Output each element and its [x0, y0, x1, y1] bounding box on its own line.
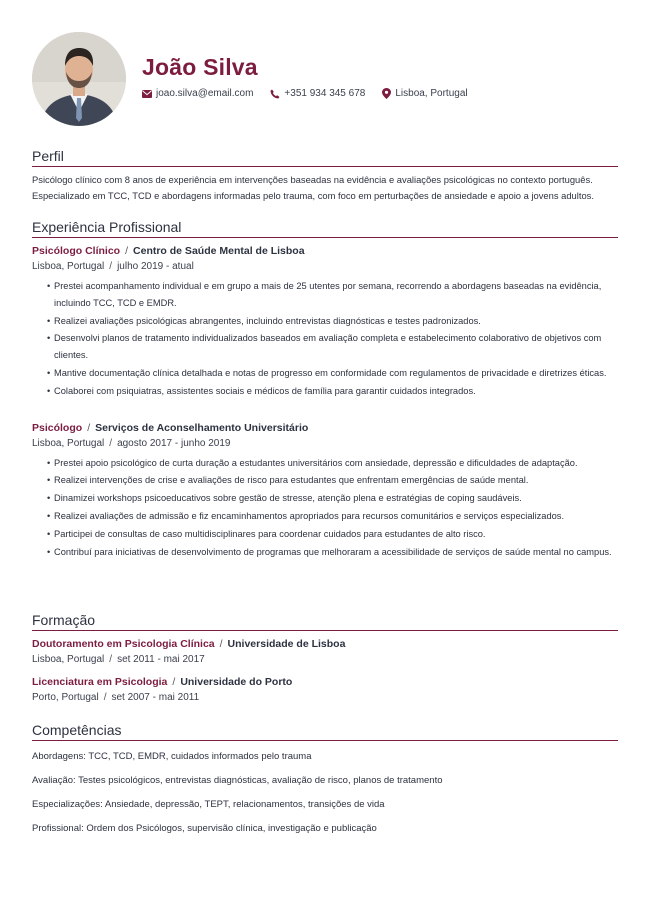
bullet-item: • Contribuí para iniciativas de desenvolvimento de programas que melhoraram a acessibilidade de serviços de saúde mental no campus.: [48, 544, 618, 561]
skills-title: Competências: [32, 722, 618, 741]
bullet-item: • Prestei apoio psicológico de curta duração a estudantes universitários com ansiedade, depressão e dificuldades de adaptação.: [48, 455, 618, 472]
separator: /: [109, 261, 113, 272]
job-dates: julho 2019 - atual: [117, 261, 194, 272]
skill-line: Abordagens: TCC, TCD, EMDR, cuidados informados pelo trauma: [32, 751, 312, 762]
education-dates: set 2007 - mai 2011: [111, 692, 200, 703]
job-role: Psicólogo: [32, 421, 83, 434]
education-location: Porto, Portugal: [32, 692, 99, 703]
bullet-item: • Participei de consultas de caso multidisciplinares para coordenar cuidados para estudantes de alto risco.: [48, 526, 618, 543]
education-heading: [32, 674, 618, 690]
job-role: Psicólogo Clínico: [32, 245, 121, 257]
job-bullets: [32, 278, 618, 400]
phone-text: +351 934 345 678: [284, 88, 366, 99]
contact-location: [382, 88, 467, 99]
bullet-item: • Dinamizei workshops psicoeducativos sobre gestão de stresse, atenção plena e estratégias de coping saudáveis.: [48, 490, 618, 507]
skills-section: [32, 722, 618, 837]
separator: /: [103, 692, 107, 703]
portrait-image: [32, 32, 126, 126]
job-org: Centro de Saúde Mental de Lisboa: [133, 245, 305, 257]
bullet-item: • Realizei intervenções de crise e avaliações de risco para estudantes que enfrentam emergências de saúde mental.: [48, 472, 618, 489]
job-meta: [32, 259, 618, 274]
separator: /: [219, 638, 223, 650]
experience-title: Experiência Profissional: [32, 219, 618, 238]
phone-icon: [270, 89, 280, 99]
education-entry: [32, 674, 618, 705]
job-location: Lisboa, Portugal: [32, 261, 105, 272]
profile-section: [32, 148, 618, 204]
job-entry: [32, 420, 618, 561]
separator: /: [172, 676, 176, 688]
school: Universidade de Lisboa: [227, 638, 346, 650]
contact-phone[interactable]: [270, 88, 365, 99]
resume-header: [32, 0, 618, 125]
job-bullets: [32, 455, 618, 561]
email-text: joao.silva@email.com: [156, 88, 254, 99]
contact-info: [142, 88, 485, 99]
bullet-item: • Realizei avaliações de admissão e fiz encaminhamentos apropriados para recursos comunitários e serviços especializados.: [48, 508, 618, 525]
separator: /: [109, 654, 113, 665]
bullet-item: • Colaborei com psiquiatras, assistentes sociais e médicos de família para garantir cuidados integrados.: [48, 383, 618, 400]
education-dates: set 2011 - mai 2017: [117, 654, 205, 665]
contact-email[interactable]: [142, 88, 253, 99]
education-meta: [32, 690, 618, 705]
education-heading: [32, 636, 618, 652]
profile-title: Perfil: [32, 148, 618, 167]
job-org: Serviços de Aconselhamento Universitário: [95, 421, 309, 434]
skill-line: Avaliação: Testes psicológicos, entrevistas diagnósticas, avaliação de risco, planos de tratamento: [32, 775, 443, 786]
bullet-item: • Prestei acompanhamento individual e em grupo a mais de 25 utentes por semana, recorrendo a abordagens baseadas na evidência, incluindo TCC, TCD e EMDR.: [48, 278, 618, 312]
bullet-item: • Mantive documentação clínica detalhada e notas de progresso em conformidade com regulamentos de privacidade e diretrizes éticas.: [48, 365, 618, 382]
candidate-name: João Silva: [142, 54, 258, 80]
education-meta: [32, 652, 618, 667]
envelope-icon: [142, 90, 152, 98]
education-section: [32, 612, 618, 705]
school: Universidade do Porto: [180, 676, 293, 688]
experience-section: [32, 219, 618, 561]
job-heading: [32, 420, 618, 436]
separator: /: [87, 421, 91, 434]
job-heading: [32, 243, 618, 259]
degree: Doutoramento em Psicologia Clínica: [32, 638, 215, 650]
skill-line: Especializações: Ansiedade, depressão, TEPT, relacionamentos, transições de vida: [32, 799, 385, 810]
separator: /: [109, 437, 113, 449]
job-entry: [32, 243, 618, 400]
bullet-item: • Desenvolvi planos de tratamento individualizados baseados em avaliação completa e estabelecimento colaborativo de objetivos com clientes.: [48, 330, 618, 364]
separator: /: [125, 245, 129, 257]
degree: Licenciatura em Psicologia: [32, 676, 168, 688]
profile-text: Psicólogo clínico com 8 anos de experiência em intervenções baseadas na evidência e avaliações psicológicas no contexto português. Especializado em TCC, TCD e abordagens informadas pelo trauma, com foco em perturbações de ansiedade e apoio a jovens adultos.: [32, 174, 594, 201]
job-dates: agosto 2017 - junho 2019: [117, 437, 231, 449]
avatar: [32, 32, 126, 126]
education-title: Formação: [32, 612, 618, 631]
job-location: Lisboa, Portugal: [32, 437, 105, 449]
location-text: Lisboa, Portugal: [395, 88, 468, 99]
education-location: Lisboa, Portugal: [32, 654, 105, 665]
skill-line: Profissional: Ordem dos Psicólogos, supervisão clínica, investigação e publicação: [32, 823, 377, 834]
map-pin-icon: [382, 88, 391, 99]
job-meta: [32, 436, 618, 451]
bullet-item: • Realizei avaliações psicológicas abrangentes, incluindo entrevistas diagnósticas e testes padronizados.: [48, 313, 618, 330]
education-entry: [32, 636, 618, 667]
